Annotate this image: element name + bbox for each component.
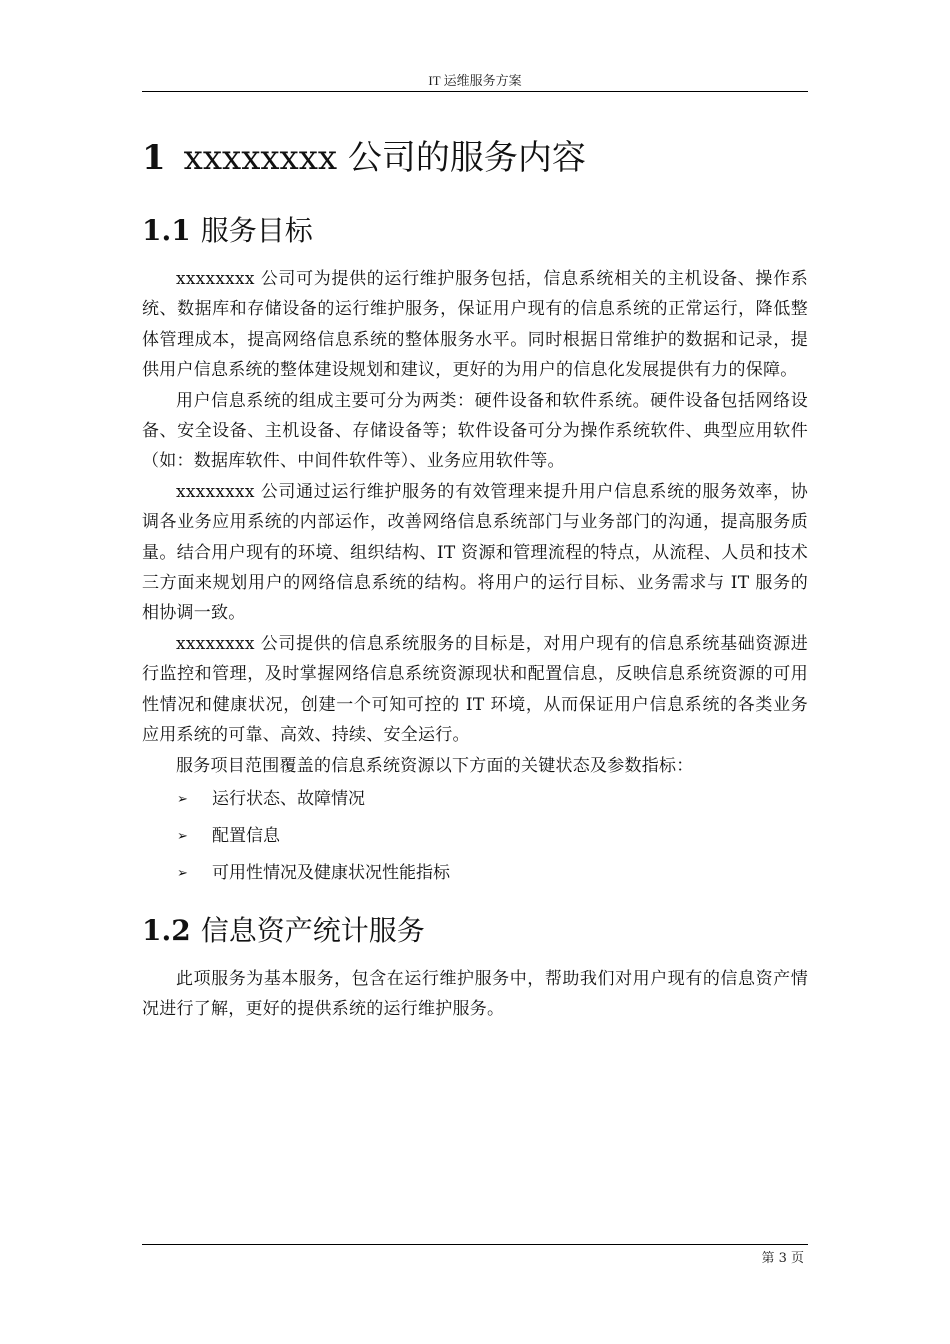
list-item [142,781,808,818]
list-item-text: 运行状态、故障情况 [212,788,365,809]
page-number: 第 3 页 [761,1251,804,1266]
paragraph: xxxxxxxx 公司提供的信息系统服务的目标是，对用户现有的信息系统基础资源进行监控和管理，及时掌握网络信息系统资源现状和配置信息，反映信息系统资源的可用性情况和健康状况，创建一个可知可控的 IT 环境，从而保证用户信息系统的各类业务应用系统的可靠、高效、持续、安全运行。 [142,633,808,746]
list-item [142,818,808,855]
header-rule [142,91,808,92]
bullet-list [142,781,808,892]
arrow-bullet-icon: ➢ [177,865,188,881]
section-heading-1-2 [142,911,808,951]
section-number: 1.1 [142,214,191,247]
section-number: 1.2 [142,913,191,947]
section-heading-1-1 [142,211,808,251]
arrow-bullet-icon: ➢ [177,791,188,807]
page-header: IT 运维服务方案 [428,73,522,88]
list-item-text: 可用性情况及健康状况性能指标 [212,862,450,883]
paragraph: 此项服务为基本服务，包含在运行维护服务中，帮助我们对用户现有的信息资产情况进行了解，更好的提供系统的运行维护服务。 [142,968,808,1020]
paragraph: 服务项目范围覆盖的信息系统资源以下方面的关键状态及参数指标： [176,755,694,776]
document-body [142,128,808,1025]
paragraph: xxxxxxxx 公司可为提供的运行维护服务包括，信息系统相关的主机设备、操作系统、数据库和存储设备的运行维护服务，保证用户现有的信息系统的正常运行，降低整体管理成本，提高网络信息系统的整体服务水平。同时根据日常维护的数据和记录，提供用户信息系统的整体建设规划和建议，更好的为用户的信息化发展提供有力的保障。 [142,269,808,381]
chapter-heading [142,128,808,192]
paragraph: 用户信息系统的组成主要可分为两类：硬件设备和软件系统。硬件设备包括网络设备、安全设备、主机设备、存储设备等；软件设备可分为操作系统软件、典型应用软件（如：数据库软件、中间件软件等）、业务应用软件等。 [142,390,808,472]
section-title: 信息资产统计服务 [200,913,425,947]
footer-rule [142,1244,808,1245]
chapter-title: xxxxxxxx 公司的服务内容 [183,138,586,178]
paragraph: xxxxxxxx 公司通过运行维护服务的有效管理来提升用户信息系统的服务效率，协调各业务应用系统的内部运作，改善网络信息系统部门与业务部门的沟通，提高服务质量。结合用户现有的环境、组织结构、IT 资源和管理流程的特点，从流程、人员和技术三方面来规划用户的网络信息系统的结构。将用户的运行目标、业务需求与 IT 服务的相协调一致。 [142,481,808,624]
list-item [142,855,808,892]
arrow-bullet-icon: ➢ [177,828,188,844]
chapter-number: 1 [142,138,166,178]
list-item-text: 配置信息 [212,825,280,846]
section-title: 服务目标 [200,214,313,247]
